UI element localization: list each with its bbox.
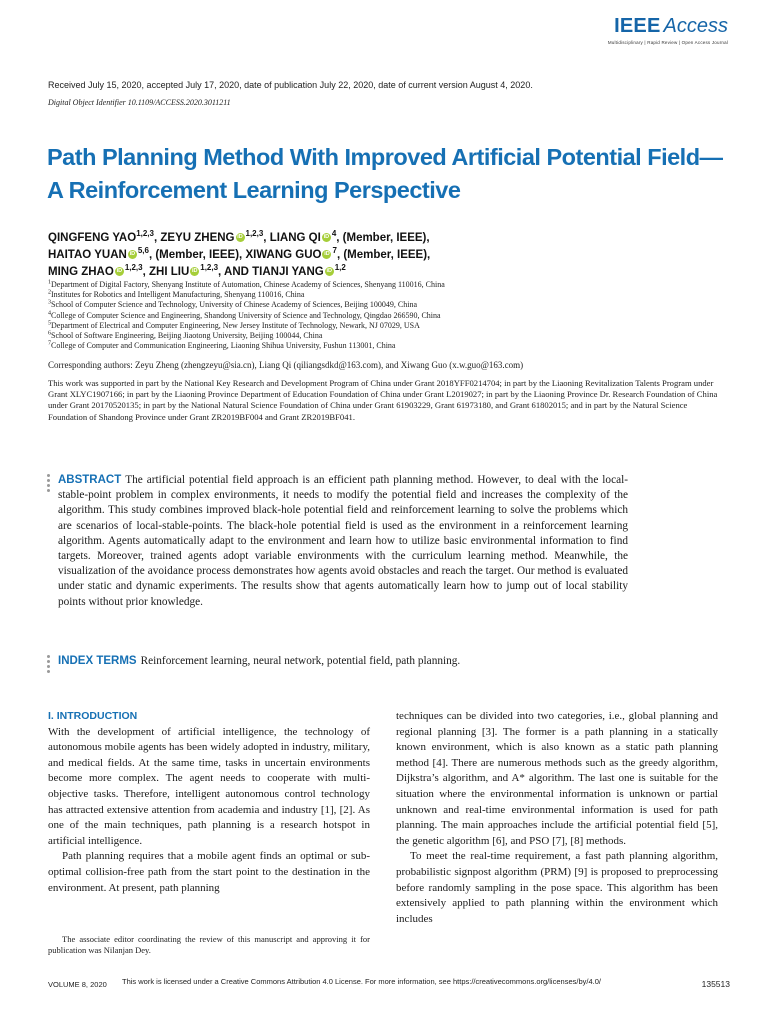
author-affil-sup: 1,2,3 [124, 263, 143, 273]
author-affil-sup: 1,2 [334, 263, 346, 273]
author-name: QINGFENG YAO [48, 232, 137, 244]
author-affil-sup: 1,2,3 [245, 229, 264, 239]
author-line-3: MING ZHAO iD $^{1,2,3}$, ZHI LIU iD $^{1,2,3}$, AND TIANJI YANG iD $^{1,2}$ [48, 263, 346, 278]
footer-volume: VOLUME 8, 2020 [48, 980, 107, 989]
affiliation-text: College of Computer Science and Engineering, Shandong University of Science and Technology, Qingdao 266590, China [51, 310, 441, 320]
orcid-icon[interactable]: iD [324, 251, 330, 257]
affiliation-list [48, 280, 738, 351]
affiliation-text: School of Computer Science and Technology, University of Chinese Academy of Sciences, Beijing 100049, China [51, 300, 418, 310]
journal-logo [608, 14, 728, 45]
orcid-icon[interactable]: iD [129, 251, 136, 257]
body-column-right [396, 709, 718, 927]
author-name: LIANG QI [269, 232, 321, 244]
author-name: TIANJI YANG [252, 266, 324, 278]
funding-statement: This work was supported in part by the National Key Research and Development Program of China under Grant 2018YFF0214704; in part by the Liaoning Revitalization Talents Program under Grant XLYC1907166; in part by the Liaoning Province Department of Education Foundation of China under Grant L2019027; in part by the Liaoning Province Dr. Research Foundation of China under Grant 20170520135; in part by the National Natural Science Foundation of China under Grant 61903229, Grant 61973180, and Grant 61802015; and in part by the Natural Science Foundation of Shandong Province under Grant ZR2019BF004 and Grant ZR2019BF041. [48, 378, 718, 422]
orcid-icon[interactable]: iD [237, 234, 243, 240]
author-affil-sup: 1,2,3 [136, 229, 154, 239]
author-name: XIWANG GUO [245, 249, 322, 261]
affiliation-text: College of Computer and Communication Engineering, Liaoning Shihua University, Fushun 113001, China [51, 341, 396, 351]
abstract [58, 473, 628, 610]
author-affil-sup: 7 [332, 246, 337, 256]
affiliation-number: 1 [48, 279, 51, 286]
author-list [48, 230, 738, 281]
author-name: HAITAO YUAN [48, 249, 127, 261]
affiliation-text: Department of Electrical and Computer Engineering, New Jersey Institute of Technology, Newark, NJ 07029, USA [51, 320, 420, 330]
affiliation-text: Institutes for Robotics and Intelligent Manufacturing, Shenyang 110016, China [51, 290, 305, 300]
section-heading-introduction: I. INTRODUCTION [48, 710, 138, 722]
author-name: MING ZHAO [48, 266, 114, 278]
affiliation-item [48, 331, 738, 341]
paper-title: Path Planning Method With Improved Artificial Potential Field—A Reinforcement Learning Perspective [47, 144, 723, 203]
index-terms-marker-icon [47, 655, 51, 675]
author-affil-sup: 1,2,3 [200, 263, 219, 273]
author-role: , (Member, IEEE), [336, 249, 431, 261]
affiliation-item [48, 280, 738, 290]
abstract-marker-icon [47, 474, 51, 494]
author-line-1: QINGFENG YAO$^{1,2,3}$, ZEYU ZHENG iD $^{1,2,3}$, LIANG QI iD $^4$, (Member, IEEE), [48, 229, 430, 244]
body-column-left [48, 709, 370, 896]
orcid-icon[interactable]: iD [116, 268, 123, 274]
affiliation-number: 3 [48, 299, 51, 306]
abstract-text: The artificial potential field approach is an efficient path planning method. However, to deal with the local-stable-point problem in complex environments, it needs to modify the potential field and increases the complexity of the algorithm. This study combines improved black-hole potential field and reinforcement learning to solve the problems which are scenarios of local-stable-points. The black-hole potential field is used as the environment in a reinforcement learning algorithm. Agents automatically adapt to the environment and learn how to utilize basic environmental information to find targets. Moreover, trained agents adopt variable environments with the curriculum learning method. Meanwhile, the visualization of the avoidance process demonstrates how agents avoid obstacles and reach the target. Our method is evaluated under static and dynamic experiments. The results show that agents automatically learn how to jump out of local stability points without prior knowledge. [58, 474, 628, 608]
orcid-icon[interactable]: iD [323, 234, 330, 240]
journal-name-ieee: IEEE [614, 15, 661, 37]
body-paragraph: To meet the real-time requirement, a fast path planning algorithm, probabilistic signpost algorithm (PRM) [9] is proposed to preprocessing before randomly sampling in the pose space. This algorithm has been extensively applied to path planning within the environment which includes [396, 850, 718, 925]
orcid-icon[interactable]: iD [192, 268, 198, 274]
journal-tagline: Multidisciplinary | Rapid Review | Open Access Journal [607, 40, 728, 45]
affiliation-item [48, 300, 738, 310]
index-terms-label: INDEX TERMS [58, 655, 137, 667]
body-paragraph: Path planning requires that a mobile agent finds an optimal or sub-optimal collision-free path from the start point to the destination in the environment. At present, path planning [48, 850, 370, 894]
index-terms [58, 654, 698, 669]
doi-identifier: Digital Object Identifier 10.1109/ACCESS.2020.3011211 [48, 98, 231, 107]
affiliation-number: 2 [48, 289, 51, 296]
affiliation-item [48, 290, 738, 300]
affiliation-item [48, 311, 738, 321]
abstract-label: ABSTRACT [58, 474, 122, 486]
author-affil-sup: 4 [331, 229, 337, 239]
received-dates: Received July 15, 2020, accepted July 17, 2020, date of publication July 22, 2020, date of current version August 4, 2020. [48, 80, 533, 90]
affiliation-item [48, 321, 738, 331]
affiliation-item [48, 341, 738, 351]
author-role: , (Member, IEEE), [148, 249, 243, 261]
affiliation-number: 6 [48, 330, 51, 337]
editor-footnote: The associate editor coordinating the review of this manuscript and approving it for publication was Nilanjan Dey. [48, 934, 370, 955]
affiliation-number: 5 [48, 320, 51, 327]
affiliation-text: Department of Digital Factory, Shenyang Institute of Automation, Chinese Academy of Sciences, Shenyang 110016, China [51, 280, 445, 289]
author-name: ZEYU ZHENG [160, 232, 235, 244]
author-conjunction: , AND [218, 266, 253, 278]
orcid-icon[interactable]: iD [326, 268, 332, 274]
index-terms-text: Reinforcement learning, neural network, potential field, path planning. [140, 655, 461, 667]
author-role: , (Member, IEEE), [336, 232, 430, 244]
author-name: ZHI LIU [149, 266, 190, 278]
body-paragraph: techniques can be divided into two categories, i.e., global planning and regional planning [3]. The former is a path planning in a statically known environment, which is also known as a static path planning method [4]. There are numerous methods such as the greedy algorithm, Dijkstra’s algorithm, and A* algorithm. The last one is suitable for the situation where the environmental information is unknown or partial unknown and real-time environmental information is used for path planning. The main approaches include the artificial potential field [5], the genetic algorithm [6], and PSO [7], [8] methods. [396, 710, 718, 847]
body-paragraph: With the development of artificial intelligence, the technology of autonomous mobile agents has been widely adopted in industry, military, and medical fields. At the same time, tasks in uncertain environments become more complex. The agent needs to cooperate with multi-objective tasks. Therefore, intelligent autonomous control technology has attracted extensive attention from academia and industry [1], [2]. As one of the main techniques, path planning is a research hotspot in artificial intelligence. [48, 725, 370, 847]
author-affil-sup: 5,6 [137, 246, 149, 256]
journal-name-access: Access [663, 15, 728, 37]
affiliation-number: 4 [48, 309, 51, 316]
affiliation-text: School of Software Engineering, Beijing Jiaotong University, Beijing 100044, China [51, 331, 323, 341]
footer-page-number: 135513 [701, 979, 730, 989]
footer-license[interactable]: This work is licensed under a Creative Commons Attribution 4.0 License. For more information, see https://creativecommons.org/licenses/by/4.0/ [122, 977, 601, 986]
author-line-2 [48, 247, 738, 264]
corresponding-authors: Corresponding authors: Zeyu Zheng (zhengzeyu@sia.cn), Liang Qi (qiliangsdkd@163.com), and Xiwang Guo (x.w.guo@163.com) [48, 360, 524, 370]
affiliation-number: 7 [48, 340, 51, 347]
